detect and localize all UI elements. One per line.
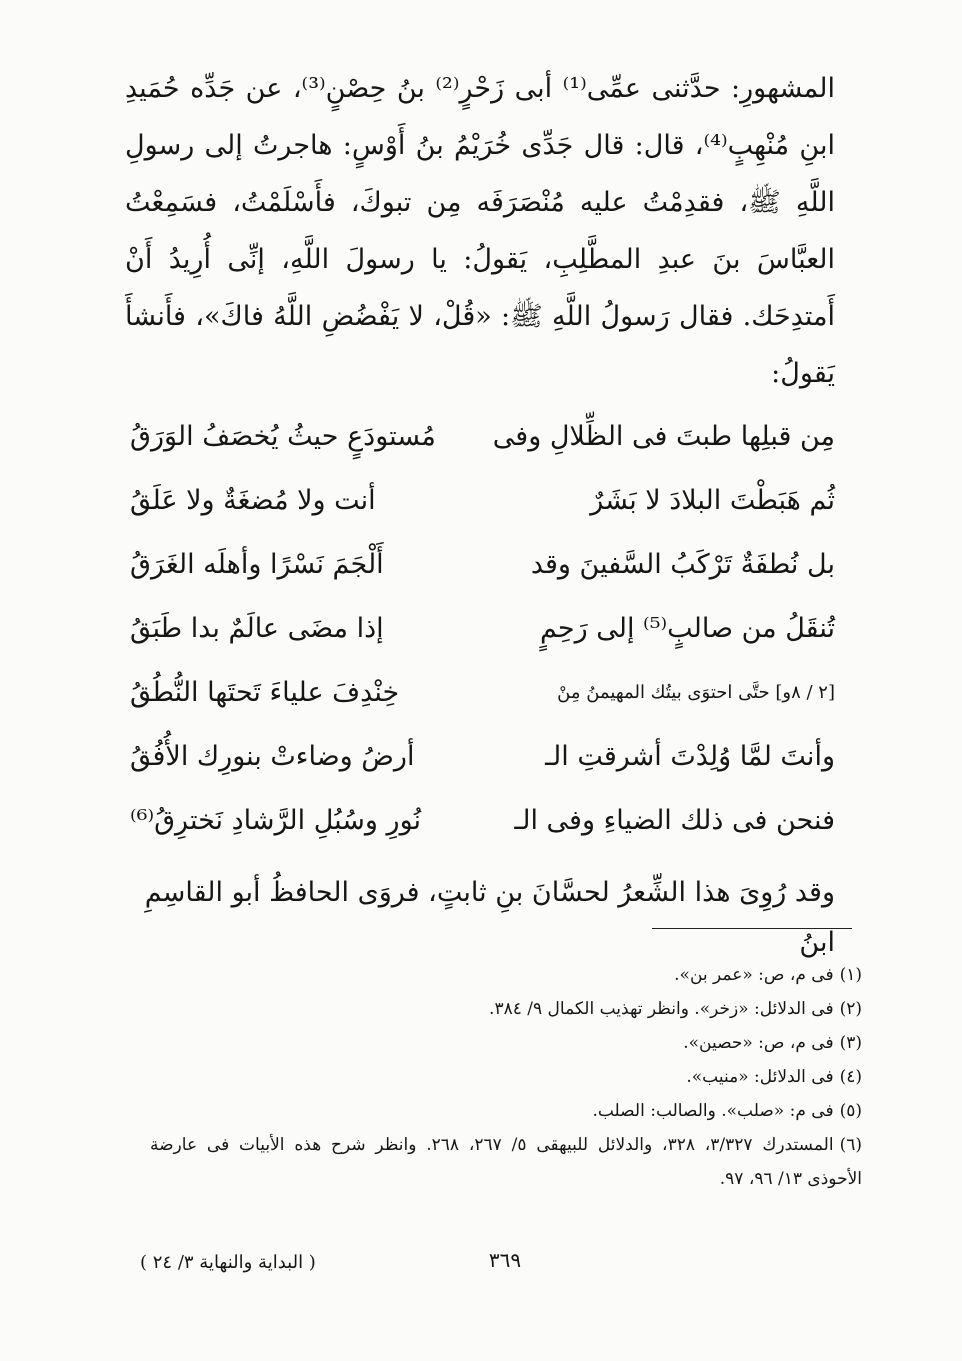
verse-hemistich-first: وأنتَ لمَّا وُلِدْتَ أشرقتِ الـ	[545, 740, 835, 772]
verse-hemistich-second: خِنْدِفَ علياءَ تَحتَها النُّطُقُ	[130, 676, 400, 708]
poem-verse	[130, 660, 835, 724]
verse-hemistich-first: بل نُطفَةٌ تَرْكَبُ السَّفينَ وقد	[530, 548, 835, 580]
footnote	[150, 992, 862, 1026]
footnote-text: فى م، ص: «حصين».	[683, 1033, 834, 1053]
intro-paragraph: المشهورِ: حدَّثنى عمِّى⁽¹⁾ أبى زَحْرٍ⁽²⁾ بنُ حِصْنٍ⁽³⁾، عن جَدِّه حُمَيدِ ابنِ مُنْهِبٍ⁽⁴⁾، قال: قال جَدِّى خُرَيْمُ بنُ أَوْسٍ: هاجرتُ إلى رسولِ اللَّهِ ﷺ، فقدِمْتُ عليه مُنْصَرَفَه مِن تبوكَ، فأَسْلَمْتُ، فسَمِعْتُ العبَّاسَ بنَ عبدِ المطَّلِبِ، يَقولُ: يا رسولَ اللَّهِ، إنِّى أُرِيدُ أَنْ أَمتدِحَك. فقال رَسولُ اللَّهِ ﷺ: «قُلْ، لا يَفْضُضِ اللَّهُ فاكَ»، فأَنشأَ يَقولُ:	[125, 73, 835, 389]
footnote-number: (٢)	[839, 999, 862, 1019]
footnote	[150, 1060, 862, 1094]
running-footer: ( البداية والنهاية ٣/ ٢٤ )	[140, 1252, 316, 1273]
verse-hemistich-first: فنحن فى ذلك الضياءِ وفى الـ	[514, 804, 835, 836]
verse-hemistich-first: [٢ / ٨و] حتَّى احتوَى بيتُك المهيمنُ مِنْ	[557, 681, 835, 703]
footnote	[150, 1026, 862, 1060]
verse-hemistich-second: أرضُ وضاءتْ بنورِك الأُفُقُ	[130, 740, 415, 772]
verse-hemistich-second: أنت ولا مُضغَةٌ ولا عَلَقُ	[130, 484, 376, 516]
poem-verse	[130, 404, 835, 468]
verse-hemistich-second: أَلْجَمَ نَسْرًا وأهلَه الغَرَقُ	[130, 548, 384, 580]
footnotes	[150, 958, 862, 1196]
footnote-number: (٣)	[839, 1033, 862, 1053]
footnote-text: فى م، ص: «عمر بن».	[674, 965, 834, 985]
footnote-divider	[652, 928, 852, 929]
verse-hemistich-second: إذا مضَى عالَمٌ بدا طَبَقُ	[130, 612, 384, 644]
poem-verse	[130, 596, 835, 660]
footnote-number: (٥)	[839, 1101, 862, 1121]
footnote	[150, 958, 862, 992]
footnote-text: المستدرك ٣/٣٢٧، ٣٢٨، والدلائل للبيهقى ٥/ ٢٦٧، ٢٦٨. وانظر شرح هذه الأبيات فى عارضة الأحوذى ١٣/ ٩٦، ٩٧.	[150, 1135, 862, 1189]
footnote-text: فى م: «صلب». والصالب: الصلب.	[592, 1101, 834, 1121]
poem-verse	[130, 788, 835, 852]
verse-hemistich-first: ثُم هَبَطْتَ البلادَ لا بَشَرٌ	[590, 484, 835, 516]
footnote-text: فى الدلائل: «منيب».	[686, 1067, 834, 1087]
verse-hemistich-first: مِن قبلِها طبتَ فى الظِّلالِ وفى	[492, 420, 835, 452]
footnote-text: فى الدلائل: «زخر». وانظر تهذيب الكمال ٩/ ٣٨٤.	[489, 999, 834, 1019]
continuation-text: وقد رُوِىَ هذا الشِّعرُ لحسَّانَ بنِ ثابتٍ، فروَى الحافظُ أبو القاسِمِ ابنُ	[144, 877, 835, 958]
footnote	[150, 1128, 862, 1196]
poem-verse	[130, 532, 835, 596]
poem-verse	[130, 468, 835, 532]
page-number: ٣٦٩	[488, 1248, 522, 1272]
footnote-number: (١)	[839, 965, 862, 985]
verse-hemistich-second: مُستودَعٍ حيثُ يُخصَفُ الوَرَقُ	[130, 420, 436, 452]
verse-hemistich-second: نُورِ وسُبُلِ الرَّشادِ نَخترِقُ⁽⁶⁾	[130, 804, 422, 836]
footnote-number: (٤)	[839, 1067, 862, 1087]
footnote	[150, 1094, 862, 1128]
verse-hemistich-first: تُنقَلُ من صالبٍ⁽⁵⁾ إلى رَحِمٍ	[539, 612, 835, 644]
main-text	[125, 60, 835, 402]
poem-verse	[130, 724, 835, 788]
footnote-number: (٦)	[839, 1135, 862, 1155]
